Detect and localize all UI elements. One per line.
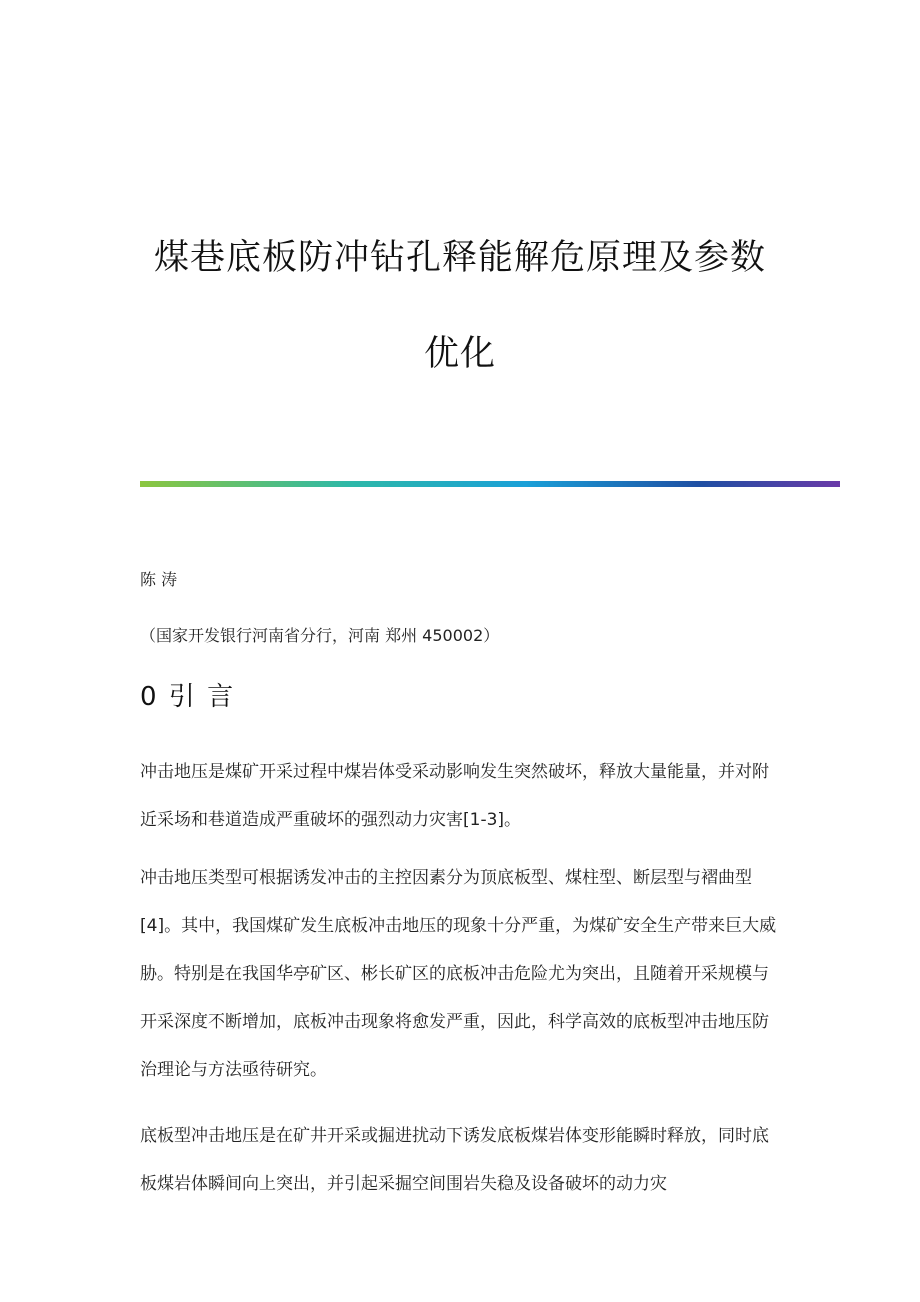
body-text (140, 748, 780, 1226)
paragraph: 底板型冲击地压是在矿井开采或掘进扰动下诱发底板煤岩体变形能瞬时释放，同时底板煤岩体瞬间向上突出，并引起采掘空间围岩失稳及设备破坏的动力灾 (140, 1126, 769, 1194)
paragraph: 冲击地压类型可根据诱发冲击的主控因素分为顶底板型、煤柱型、断层型与褶曲型[4]。其中，我国煤矿发生底板冲击地压的现象十分严重，为煤矿安全生产带来巨大威胁。特别是在我国华亭矿区、彬长矿区的底板冲击危险尤为突出，且随着开采规模与开采深度不断增加，底板冲击现象将愈发严重，因此，科学高效的底板型冲击地压防治理论与方法亟待研究。 (140, 868, 777, 1080)
section-heading: 0 引 言 (140, 682, 236, 712)
author-name: 陈 涛 (140, 570, 178, 589)
author-affiliation: （国家开发银行河南省分行，河南 郑州 450002） (140, 626, 500, 645)
paragraph: 冲击地压是煤矿开采过程中煤岩体受采动影响发生突然破坏，释放大量能量，并对附近采场和巷道造成严重破坏的强烈动力灾害[1-3]。 (140, 762, 769, 830)
document-title (100, 210, 820, 402)
gradient-divider (140, 481, 840, 487)
title-line-1: 煤巷底板防冲钻孔释能解危原理及参数 (153, 238, 766, 278)
title-line-2: 优化 (423, 334, 496, 374)
